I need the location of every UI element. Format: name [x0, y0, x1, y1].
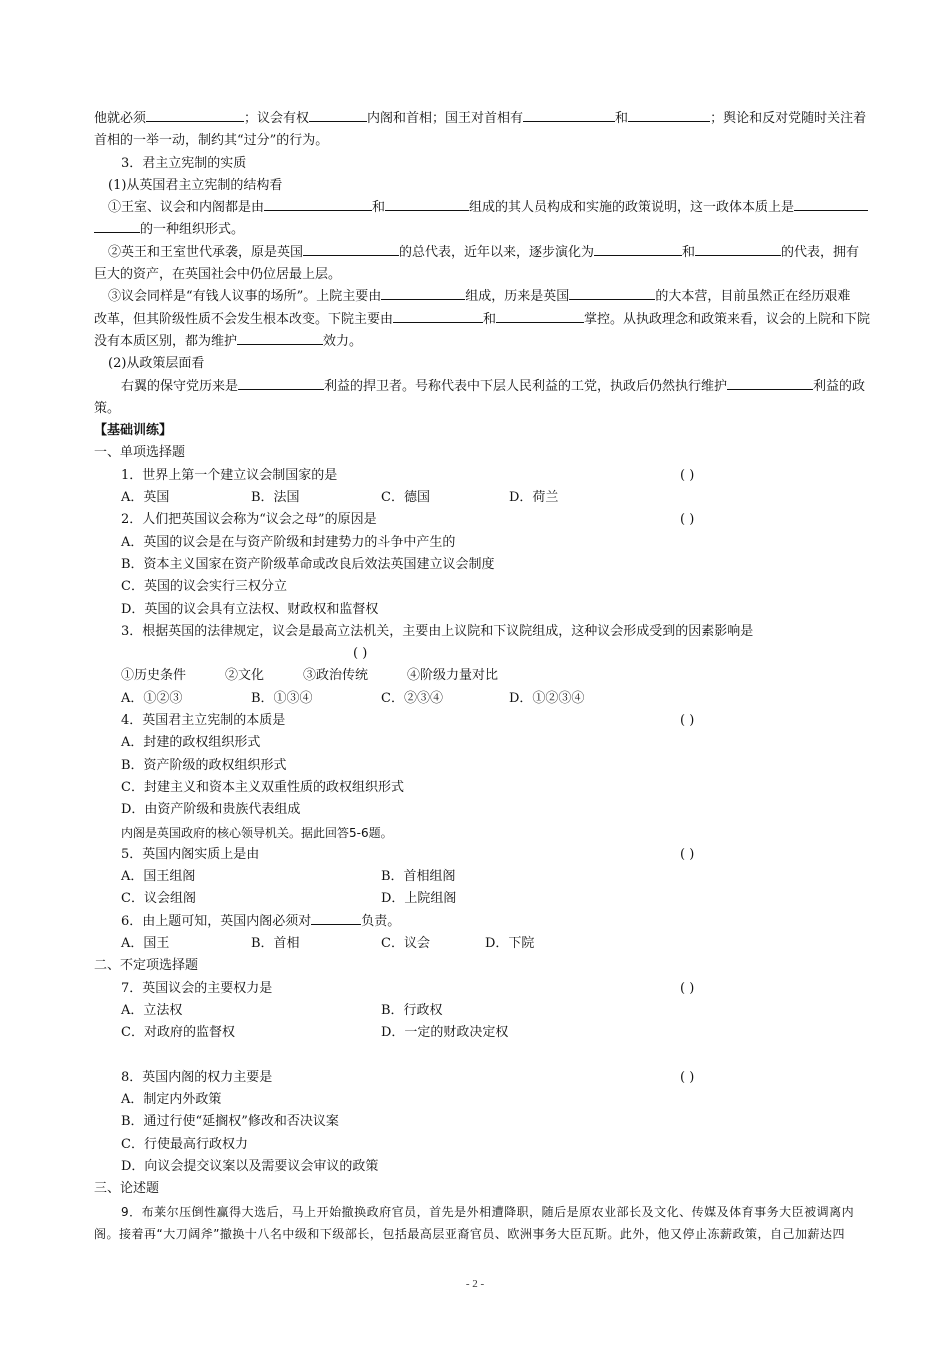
fill-blank[interactable]: [569, 287, 655, 300]
answer-paren[interactable]: ( ): [353, 646, 368, 662]
answer-paren[interactable]: ( ): [680, 980, 695, 996]
text: ①王室、议会和内阁都是由: [108, 200, 265, 216]
text-line: [94, 309, 871, 331]
fill-blank[interactable]: [238, 377, 324, 390]
fill-blank[interactable]: [237, 332, 323, 345]
text: ；议会有权: [244, 111, 310, 126]
text: 6．由上题可知，英国内阁必须对: [121, 913, 312, 929]
option[interactable]: C．行使最高行政权力: [121, 1136, 248, 1152]
paren-row: [94, 643, 860, 665]
option[interactable]: D．下院: [485, 935, 535, 951]
option[interactable]: D．英国的议会具有立法权、财政权和监督权: [121, 601, 379, 617]
text: 效力。: [323, 333, 363, 349]
answer-paren[interactable]: ( ): [680, 467, 695, 483]
option[interactable]: B．①③④: [251, 690, 313, 706]
fill-blank[interactable]: [385, 198, 469, 211]
option[interactable]: A．封建的政权组织形式: [121, 735, 261, 751]
fill-blank[interactable]: [264, 198, 372, 211]
option[interactable]: A．①②③: [121, 690, 183, 706]
option[interactable]: D．上院组阁: [381, 891, 457, 907]
text-line: [94, 242, 860, 264]
option[interactable]: B．首相: [251, 935, 300, 951]
fill-blank[interactable]: [393, 310, 483, 323]
text: 的代表，拥有: [781, 244, 860, 260]
question-stem: [94, 911, 860, 933]
part-title: 一、单项选择题: [94, 445, 186, 461]
text-line: 首相的一举一动，制约其“过分”的行为。: [94, 133, 329, 149]
part-title: 三、论述题: [94, 1181, 160, 1197]
subsection-heading: (2)从政策层面看: [108, 356, 205, 372]
items-row: [94, 665, 860, 687]
answer-paren[interactable]: ( ): [680, 512, 695, 528]
fill-blank[interactable]: [146, 109, 244, 122]
document-page: [94, 108, 871, 1245]
fill-blank[interactable]: [628, 109, 710, 122]
fill-blank[interactable]: [695, 243, 781, 256]
text: 的大本营，目前虽然正在经历艰难: [655, 289, 851, 305]
text: ；舆论和反对党随时关注着: [710, 111, 867, 126]
text: 和: [615, 111, 629, 126]
option[interactable]: A．英国的议会是在与资产阶级和封建势力的斗争中产生的: [121, 534, 456, 550]
text: 8．英国内阁的权力主要是: [121, 1069, 273, 1085]
answer-paren[interactable]: ( ): [680, 846, 695, 862]
option[interactable]: D．向议会提交议案以及需要议会审议的政策: [121, 1158, 379, 1174]
text: 掌控。从执政理念和政策来看，议会的上院和下院: [584, 311, 871, 327]
text-line: [94, 197, 860, 219]
option[interactable]: B．行政权: [381, 1002, 443, 1018]
text: 2．人们把英国议会称为“议会之母”的原因是: [121, 512, 377, 528]
text: ②英王和王室世代承袭，原是英国: [108, 244, 304, 260]
text: 利益的捍卫者。号称代表中下层人民利益的工党，执政后仍然执行维护: [324, 378, 728, 394]
text: 和: [483, 311, 497, 327]
option[interactable]: D．荷兰: [509, 490, 559, 506]
option[interactable]: C．英国的议会实行三权分立: [121, 579, 287, 595]
text: 和: [682, 244, 696, 260]
question-stem: [94, 509, 860, 531]
spacer: [94, 1044, 860, 1066]
text-line: [94, 108, 867, 130]
section-basic-training: 【基础训练】: [94, 423, 173, 439]
item: ④阶级力量对比: [407, 668, 499, 684]
text-line: 巨大的资产，在英国社会中仍位居最上层。: [94, 267, 342, 283]
option[interactable]: B．法国: [251, 490, 300, 506]
fill-blank[interactable]: [496, 310, 584, 323]
text: 组成，历来是英国: [465, 289, 570, 305]
question-stem: [94, 978, 860, 1000]
option[interactable]: D．①②③④: [509, 690, 585, 706]
options-row: [94, 688, 860, 710]
option[interactable]: C．德国: [381, 490, 430, 506]
fill-blank[interactable]: [303, 243, 399, 256]
option[interactable]: B．资产阶级的政权组织形式: [121, 757, 287, 773]
subsection-heading: (1)从英国君主立宪制的结构看: [108, 177, 283, 193]
fill-blank[interactable]: [94, 220, 140, 233]
essay-text: 阁。接着再“大刀阔斧”撤换十八名中级和下级部长，包括最高层亚裔官员、欧洲事务大臣瓦斯。此外，他又停止冻薪政策，自己加薪达四: [94, 1226, 845, 1241]
text-line: [94, 331, 860, 353]
option[interactable]: C．议会组阁: [121, 891, 196, 907]
note: 内阁是英国政府的核心领导机关。据此回答5-6题。: [121, 825, 393, 840]
text: ③议会同样是“有钱人议事的场所”。上院主要由: [108, 289, 382, 305]
option[interactable]: A．制定内外政策: [121, 1092, 222, 1108]
options-row: [94, 1022, 860, 1044]
option[interactable]: A．国王组阁: [121, 869, 196, 885]
question-stem: [94, 710, 860, 732]
options-row: [94, 1000, 860, 1022]
essay-text: 9．布莱尔压倒性赢得大选后，马上开始撤换政府官员，首先是外相遭降职，随后是原农业部长及文化、传媒及体育事务大臣被调离内: [121, 1204, 855, 1219]
options-row: [94, 933, 860, 955]
question-stem: [94, 1067, 860, 1089]
fill-blank[interactable]: [794, 198, 868, 211]
option[interactable]: B．资本主义国家在资产阶级革命或改良后效法英国建立议会制度: [121, 556, 495, 572]
page-number: - 2 -: [465, 1278, 485, 1290]
answer-paren[interactable]: ( ): [680, 1069, 695, 1085]
option[interactable]: C．议会: [381, 935, 430, 951]
item: ①历史条件: [121, 668, 187, 684]
options-row: [94, 487, 860, 509]
text: 和: [372, 200, 386, 216]
text: 利益的政: [813, 378, 866, 394]
fill-blank[interactable]: [381, 287, 465, 300]
fill-blank[interactable]: [727, 377, 813, 390]
option[interactable]: D．由资产阶级和贵族代表组成: [121, 802, 301, 818]
options-row: [94, 888, 860, 910]
option[interactable]: C．②③④: [381, 690, 443, 706]
text: 没有本质区别，都为维护: [94, 333, 238, 349]
option[interactable]: C．封建主义和资本主义双重性质的政权组织形式: [121, 779, 404, 795]
text: 4．英国君主立宪制的本质是: [121, 713, 286, 729]
text: 右翼的保守党历来是: [121, 378, 239, 394]
option[interactable]: A．国王: [121, 935, 170, 951]
text: 1．世界上第一个建立议会制国家的是: [121, 467, 338, 483]
text: 内阁和首相；国王对首相有: [367, 111, 524, 126]
item: ③政治传统: [303, 668, 369, 684]
option[interactable]: C．对政府的监督权: [121, 1025, 235, 1041]
text: 7．英国议会的主要权力是: [121, 980, 273, 996]
fill-blank[interactable]: [523, 109, 615, 122]
section-heading: 3．君主立宪制的实质: [121, 155, 247, 171]
fill-blank[interactable]: [594, 243, 682, 256]
text-line: 策。: [94, 400, 121, 416]
text: 改革，但其阶级性质不会发生根本改变。下院主要由: [94, 311, 394, 327]
text: 他就必须: [94, 111, 147, 126]
text: 5．英国内阁实质上是由: [121, 846, 260, 862]
options-row: [94, 866, 860, 888]
text: 组成的其人员构成和实施的政策说明，这一政体本质上是: [469, 200, 795, 216]
text: 负责。: [361, 913, 401, 929]
answer-paren[interactable]: ( ): [680, 713, 695, 729]
text-line: [94, 286, 860, 308]
question-stem: [94, 465, 860, 487]
part-title: 二、不定项选择题: [94, 958, 199, 974]
fill-blank[interactable]: [309, 109, 367, 122]
option[interactable]: A．立法权: [121, 1002, 183, 1018]
text: 的总代表，近年以来，逐步演化为: [399, 244, 595, 260]
option[interactable]: A．英国: [121, 490, 170, 506]
text: 的一种组织形式。: [140, 222, 245, 238]
text-line: [94, 376, 866, 398]
option[interactable]: D．一定的财政决定权: [381, 1025, 509, 1041]
text-line: [94, 219, 860, 241]
option[interactable]: B．通过行使“延搁权”修改和否决议案: [121, 1114, 339, 1130]
fill-blank[interactable]: [311, 912, 361, 925]
item: ②文化: [225, 668, 265, 684]
question-stem: 3．根据英国的法律规定，议会是最高立法机关，主要由上议院和下议院组成，这种议会形成受到的因素影响是: [121, 623, 754, 639]
question-stem: [94, 844, 860, 866]
option[interactable]: B．首相组阁: [381, 869, 456, 885]
